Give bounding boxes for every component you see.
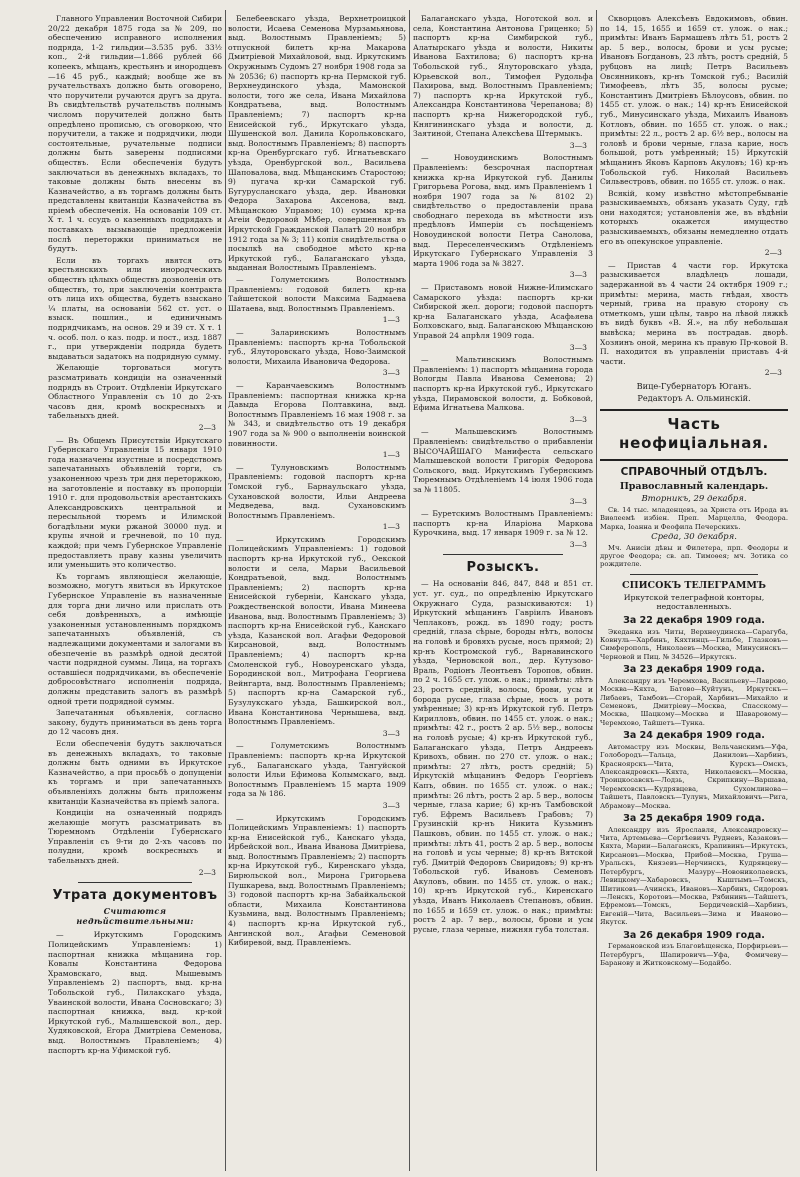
issue-counter: 3—3 — [382, 368, 400, 378]
calendar-day: Вторникъ, 29 декабря. — [641, 494, 747, 505]
divider — [443, 554, 563, 555]
issue-counter: 3—3 — [569, 140, 587, 150]
telegram-date: За 24 декабря 1909 года. — [623, 730, 765, 742]
issue-counter: 3—3 — [382, 728, 400, 738]
issue-counter: 3—3 — [569, 270, 587, 280]
paragraph: Кондиціи на означенный подрядъ желающіе могутъ разсматривать въ Тюремномъ Отдѣленіи Губернскаго Управленія съ 9-ти до 2-хъ часовъ по полудни, кромѣ воскресныхъ и табельныхъ дней. — [48, 808, 222, 866]
issue-counter: 1—3 — [382, 450, 400, 460]
paragraph: — Приставомъ новой Нижне-Илимскаго Самарского уѣзда: паспортъ кр-ки Сибирской жел. дороги; годовой паспортъ кр-на Балаганскаго уѣзда, Асафьяева Болховскаго, выд. Балаганскою Мѣщанскою Управой 24 апрѣля 1909 года. — [413, 283, 593, 340]
paragraph: — Голуметскимъ Волостнымъ Правленіемъ: годовой билетъ кр-на Тайшетской волости Максима Бадмаева Шатаева, выд. Волостнымъ Правленіемъ. — [228, 275, 406, 313]
paragraph: — Тулуновскимъ Волостнымъ Правленіемъ: годовой паспортъ кр-на Томской губ., Барнаульскаго уѣзда, Сухановской волости, Ильи Андреева Медведева, выд. Сухановскимъ Волостнымъ Правленіемъ. — [228, 462, 406, 520]
calendar-entry: Мч. Анисіи дѣвы и Филетера, прп. Феодоры и другое Феодора; св. ап. Тимоѳея; мч. Зотика со рождителе. — [600, 543, 788, 569]
column-rule — [596, 10, 597, 1171]
issue-counter: 3—3 — [569, 496, 587, 506]
paragraph: Если въ торгахъ явятся отъ крестьянскихъ или инородческихъ обществъ цѣлыхъ обществъ дозволенія отъ обществъ, то, при заключеніи контракта отъ лица ихъ общества, будетъ взыскано ¼ платы, на основаніи 562 ст. уст. о взыск. пошлин., и единичнымъ подрядчикамъ, на основ. 29 и 39 ст. Х т. 1 ч. особ. пол. о каз. подр. и пост., изд. 1887 г., при утвержденіи подряда будетъ выдаваться задатокъ на подрядную сумму. — [48, 255, 222, 361]
telegram-entries: Александру изъ Ярославля, Александровску—Чита, Артемьева—Сергѣевичъ Рудневъ, Казаковъ—Кяхта, Марии—Балаганскъ, Крапивинъ—Иркутскъ, Кирсановъ—Москва, Прибой—Москва, Груша—Уральскъ, Князевъ—Нерчинскъ, Кудрявцеву—Петербургъ, Мазуру—Новониколаевскъ, Левицкому—Хабаровскъ, Кыштымъ—Томскъ, Шитиковъ—Ачинскъ, Ивановъ—Харбинъ, Сидоровъ—Ленскъ, Коротовъ—Москва, Рябининъ—Тайшетъ, Ефремовъ—Томскъ, Бердичевскій—Харбинъ, Евгеній—Чита, Васильевъ—Зима и Иваново—Якутск. — [600, 825, 788, 927]
paragraph: Запечатанныя объявленія, согласно закону, будутъ приниматься въ день торга до 12 часовъ дня. — [48, 708, 222, 737]
paragraph: Белебеевскаго уѣзда, Верхнетроицкой волости, Исаева Семенова Мурзамьянова, выд. Волостнымъ Правленіемъ; 5) отпускной билетъ кр-на Макарова Дмитріевой Михайловой, выд. Иркутскимъ Окружнымъ Судомъ 27 ноября 1908 года за № 20536; 6) паспортъ кр-на Пермской губ. Верхнеудинского уѣзда, Мамонской волости, того же села, Ивана Михайлова Кондратьева, выд. Волостнымъ Правленіемъ; 7) паспортъ кр-на Енисейской губ., Иркутскаго уѣзда, Шушенской вол. Данила Корольковскаго, выд. Волостнымъ Правленіемъ; 8) паспортъ кр-на Оренбургскаго губ. Игнатьевскаго уѣзда, Оренбургской вол., Васильева Шаповалова, выд. Мѣщанскимъ Старостою; 9) пугача кр-ки Самарской губ. Бугурусланскаго уѣзда, дер. Ивановки Федора Захарова Аксенова, выд. Мѣщанскою Управою; 10) сумма кр-на Агеіи Федоровой Мѣбер, совершенная въ Иркутской Гражданской Палатѣ 20 ноября 1912 года за № 3; 11) копія свидѣтельства о посылкѣ на свободное мѣсто кр-на Иркутской губ., Балаганскаго уѣзда, выданная Волостнымъ Правленіемъ. — [228, 14, 406, 273]
unofficial-part-heading: Часть неофиціальная. — [618, 415, 770, 453]
issue-counter: 1—3 — [382, 315, 400, 325]
paragraph: Главного Управления Восточной Сибири 20/22 декабря 1875 года за № 209, по обеспечению исправного исполнения подряда, 1-2 гильдии—3.535 руб. 33½ коп., 2-й гильдии—1.866 рублей 66 копеекъ, мѣщанъ, крестьянъ и инородцевъ—16 45 руб., каждый; вообще же въ ручательствахъ должно быть оговорено, что поручители ручаются другъ за друга. Въ свидѣтельствѣ ручательствъ полнымъ числомъ поручителей должно быть опредѣлено прописью, съ оговоркою, что поручители, а также и подрядчики, люди состоятельные, ручательные подписи должны быть заверены подписями обществъ. Если обеспеченія будутъ заключаться въ денежныхъ вкладахъ, то таковые должны быть внесены въ Казначейство, а въ торгамъ должны быть представлены квитанціи Казначейства въ пріемѣ обеспеченія. На основаніи 109 ст. Х т. 1 ч. ссудъ о казенныхъ подрядахъ и поставкахъ вызывающіе предложенія послѣ переторжки приниматься не будутъ. — [48, 14, 222, 254]
divider — [630, 574, 758, 575]
column-rule — [409, 10, 410, 1171]
paragraph: — Иркутскимъ Городскимъ Полицейскимъ Управленіемъ: 1) паспортная книжка мѣщанина гор. Ковалы Константина Федорова Храмовскаго, выд. Мышевымъ Управленіемъ 2) паспортъ, выд. кр-на Тобольской губ., Пилакскаго уѣзда, Уваинской волости, Ивана Сосновскаго; 3) паспортная книжка, выд. кр-кой Иркутской губ., Малышевской вол., дер. Худяковской, Егора Дмитріева Семенова, выд. Волостнымъ Правленіемъ; 4) паспортъ кр-на Уфимской губ. — [48, 930, 222, 1055]
editor-signature: Редакторъ А. Ольминскій. — [637, 392, 751, 403]
telegram-list-title: СПИСОКЪ ТЕЛЕГРАММЪ — [622, 579, 766, 591]
section-heading: Розыскъ. — [466, 560, 540, 576]
paragraph: — Пристав 4 части гор. Иркутска разыскивается владѣлецъ лошади, задержанной въ 4 части 24 октября 1909 г.; примѣты: мерина, масть гнѣдая, хвостъ черный, грива на правую сторону съ отметкомъ, уши цѣлы, тавро на лѣвой ляжкѣ въ видѣ буквъ «В. Я.», на лбу небольшая вывѣска; мерина въ пострадав. дворѣ. Хозяинъ оной, мерина къ правую Пр-ковой В. П. находится въ управленіи приставъ 4-й части. — [600, 260, 788, 366]
reference-section-heading: СПРАВОЧНЫЙ ОТДѢЛЪ. — [620, 466, 768, 479]
paragraph: — Иркутскимъ Городскимъ Полицейскимъ Управленіемъ: 1) паспортъ кр-на Енисейской губ., Канскаго уѣзда, Ирбейской вол., Ивана Иванова Дмитріева, выд. Волостнымъ Правленіемъ; 2) паспортъ кр-на Иркутской губ., Киренскаго уѣзда, Бирюльской вол., Мирона Григорьева Пушкарева, выд. Волостнымъ Правленіемъ; 3) годовой паспортъ кр-на Забайкальской области, Михаила Константинова Кузьмина, выд. Волостнымъ Правленіемъ; 4) паспортъ кр-на Иркутской губ., Ангинской вол., Агафьи Семеновой Кибиревой, выд. Правленіемъ. — [228, 813, 406, 948]
column-2 — [228, 14, 406, 1169]
issue-counter: 2—3 — [764, 248, 782, 258]
paragraph: — Буретскимъ Волостнымъ Правленіемъ: паспортъ кр-на Иларіона Маркова Курочкина, выд. 17 января 1909 г. за № 12. — [413, 509, 593, 538]
paragraph: — Новоудинскимъ Волостнымъ Правленіемъ: безсрочная паспортная книжка кр-на Иркутской губ. Данилы Григорьева Рогова, выд. имъ Правленіемъ 1 ноября 1907 года за № 8102 2) свидѣтельство о предоставленіи права свободнаго перехода въ мѣстности изъ предѣловъ Имперіи съ посѣщеніемъ Новоудинской волости Петра Санолова, выд. Переселенческимъ Отдѣленіемъ Иркутскаго Губернскаго Управленія 3 марта 1906 года за № 3827. — [413, 153, 593, 268]
telegram-date: За 23 декабря 1909 года. — [623, 664, 765, 676]
paragraph: — Заларинскимъ Волостнымъ Правленіемъ: паспортъ кр-на Тобольской губ., Ялуторовскаго уѣзда, Ново-Заимской волости, Михаила Ивановича Федорова. — [228, 328, 406, 366]
paragraph: Балаганскаго уѣзда, Ноготской вол. и села, Константина Антонова Гриценко; 5) паспортъ кр-на Симбирской губ., Алатырскаго уѣзда и волости, Никиты Иванова Бахтилова; 6) паспортъ кр-на Тобольской губ., Ялуторовскаго уѣзда, Юрьевской вол., Тимофея Рудольфа Пахирова, выд. Волостнымъ Правленіемъ; 7) паспортъ кр-на Иркутской губ., Александра Константинова Черепанова; 8) паспортъ кр-на Нижегородской губ., Княгининскаго уѣзда и волости, д. Заятиной, Степана Алексѣева Штермыкъ. — [413, 14, 593, 139]
paragraph: — Голуметскимъ Волостнымъ Правленіемъ: паспортъ кр-на Иркутской губ., Балаганскаго уѣзда, Тангуйской волости Ильи Ефимова Колымскаго, выд. Волостнымъ Правленіемъ 15 марта 1909 года за № 186. — [228, 741, 406, 799]
section-heading: Утрата документовъ — [52, 888, 218, 904]
paragraph: — Мальтинскимъ Волостнымъ Правленіемъ: 1) паспортъ мѣщанина города Вологды Павла Иванова Семенова; 2) паспортъ кр-на Иркутской губ., Иркутскаго уѣзда, Пирамовской волости, д. Бобковой, Ефима Игнатьева Малкова. — [413, 355, 593, 413]
paragraph: — Въ Общемъ Присутствіи Иркутскаго Губернскаго Управленія 15 января 1910 года назначены изустные и посредствомъ запечатанныхъ объявленій торги, съ узаконенною чрезъ три дня переторжкою, на заготовленіе и поставку въ пропорціи 1910 г. для продовольствія арестантскихъ Александровскихъ центральной и пересыльной тюремъ и Илимской богадѣльни муки ржаной 30000 пуд. и крупы ячной и гречневой, по 10 пуд. каждой; при чемъ Губернское Управленіе предоставляетъ праву казны увеличить или уменьшить это количество. — [48, 435, 222, 570]
calendar-day: Среда, 30 декабря. — [651, 531, 737, 542]
telegram-date: За 26 декабря 1909 года. — [623, 929, 765, 941]
issue-counter: 1—3 — [382, 522, 400, 532]
vice-governor-signature: Вице-Губернаторъ Юганъ. — [636, 380, 752, 391]
telegram-entries: Автомастру изъ Москвы, Вельчанскимъ—Уфа, Голобородъ—Тальца, Даниловъ—Харбинъ, Красноярскъ—Чита, Курскъ—Омскъ, Александровскъ—Кяхта, Николаевскъ—Москва, Троицкосавскъ—Лодзь, Скрипкину—Варшава, Черемховскъ—Кудрявцева, Сухомлинова—Тайшетъ, Павловскъ—Тулунъ, Михайловичъ—Рига, Абрамову—Москва. — [600, 742, 788, 810]
divider — [600, 409, 788, 411]
paragraph: Если обеспеченія будутъ заключаться въ денежныхъ вкладахъ, то таковые должны быть одними въ Иркутское Казначейство, а при просьбѣ о допущеніи къ торгамъ и при запечатанныхъ объявленіяхъ должны быть приложены квитанціи Казначейства въ пріемѣ залога. — [48, 738, 222, 806]
paragraph: Къ торгамъ являющіеся желающіе, возможно, могутъ явиться въ Иркутское Губернское Управленіе въ назначенные для торга дни лично или прислать отъ себя довѣренныхъ, а имѣющіе узаконенныя установленнымъ порядкомъ запечатанныхъ объявленій, съ надлежащими документами и залогами въ обезпеченіе въ размѣрѣ одной десятой части подрядной суммы. Лица, на торгахъ оставшіеся подрядчиками, въ обеспеченіе добросовѣстнаго исполненія подряда, должны представить залогъ въ размѣрѣ одной трети подрядной суммы. — [48, 571, 222, 706]
paragraph: — Каранчаевскимъ Волостнымъ Правленіемъ: паспортная книжка кр-на Давыда Егорова Полтавкина, выд. Волостнымъ Правленіемъ 16 мая 1908 г. за № 343, и свидѣтельство отъ 19 декабря 1907 года за № 900 о выполненіи воинской повинности. — [228, 380, 406, 448]
divider — [78, 882, 192, 883]
paragraph: — Мальшевскимъ Волостнымъ Правленіемъ: свидѣтельство о прибавленіи ВЫСОЧАЙШАГО Манифеста сельскаго Малышевской волости Григорія Федорова Сольского, выд. Иркутскимъ Губернскимъ Тюремнымъ Отдѣленіемъ 14 іюля 1906 года за № 11805. — [413, 427, 593, 494]
column-4 — [600, 14, 788, 1169]
issue-counter: 2—3 — [764, 368, 782, 378]
telegram-entries: Экеданка изъ Читы, Верхнеудинска—Сарагуба, Ковнуль—Харбинъ, Кяхтинцъ—Гильбе, Глазковъ—Симферополь, Николаевъ—Москва, Минусинскъ—Черновой и Пиц. № 34526—Иркутскъ. — [600, 627, 788, 661]
issue-counter: 3—3 — [569, 342, 587, 352]
paragraph: Скворцовъ Алексѣевъ Евдокимовъ, обвин. по 14, 15, 1655 и 1659 ст. улож. о нак.; примѣты: Иванъ Бармашевъ лѣтъ 51, ростъ 2 ар. 5 вер., волосы, брови и усы русые; Ивановъ Богдановъ, 23 лѣтъ, ростъ средній, 5 рубцовъ на лицѣ; Петръ Васильевъ Овсянниковъ, кр-нъ Томской губ.; Василій Тимофеевъ, лѣтъ 35, волосы русые; Константинъ Дмитріевъ Бѣлоусовъ, обвин. по 1455 ст. улож. о нак.; 14) кр-нъ Енисейской губ., Минусинскаго уѣзда, Михаилъ Ивановъ Котловъ, обвин. по 1655 ст. улож. о нак.; примѣты: 22 л., ростъ 2 ар. 6½ вер., волосы на головѣ и брови черные, глаза карие, носъ большой, ротъ умѣренный; 15) Иркутскій мѣщанинъ Яковъ Карповъ Акуловъ; 16) кр-нъ Тобольской губ. Николай Васильевъ Сильвестровъ, обвин. по 1655 ст. улож. о нак. — [600, 14, 788, 187]
paragraph: Всякій, кому извѣстно мѣстопребываніе разыскиваемыхъ, обязанъ указать Суду, гдѣ они находятся; установленія же, въ вѣдѣніи которыхъ окажется имущество разыскиваемыхъ, обязаны немедленно отдать его въ опекунское управленіе. — [600, 188, 788, 246]
telegram-list-subtitle: Иркутской телеграфной конторы, недоставленныхъ. — [623, 592, 765, 612]
calendar-title: Православный календарь. — [619, 481, 769, 493]
issue-counter: 2—3 — [198, 867, 216, 877]
issue-counter: 3—3 — [569, 414, 587, 424]
column-3 — [413, 14, 593, 1169]
paragraph: — На основаніи 846, 847, 848 и 851 ст. уст. уг. суд., по опредѣленію Иркутскаго Окружнаго Суда, разыскиваются: 1) Иркутский мѣщанинъ Гавріилъ Ивановъ Чеплаковъ, рожд. въ 1890 году; ростъ средній, глаза сѣрые, бороды нѣтъ, волосы на головѣ и бровяхъ русые, носъ прямой; 2) кр-нъ Костромской губ., Варнавинского уѣзда, Черновской вол., дер. Кутузово-Враль, Родіонъ Леонтьевъ Торопов, обвин. по 2 ч. 1655 ст. улож. о нак.; примѣты: лѣтъ 23, ростъ средній, волосы, брови, усы и борода русые, глаза сѣрые, носъ и ротъ умѣренные; 3) кр-нъ Иркутской губ. Петръ Кирилловъ, обвин. по 1455 ст. улож. о нак.; примѣты: 42 г., ростъ 2 ар. 5½ вер., волосы на головѣ русые; 4) кр-нъ Иркутской губ., Балаганскаго уѣзда, Петръ Андреевъ Кривохъ, обвин. по 270 ст. улож. о нак.; примѣты: 27 лѣтъ, ростъ средній; 5) Иркутскій мѣщанинъ Федоръ Георгіевъ Капъ, обвин. по 1655 ст. улож. о нак.; примѣты: 26 лѣтъ, ростъ 2 ар. 5 вер., волосы черные, глаза карие; 6) кр-нъ Тамбовской губ. Ефремъ Васильевъ Грабовъ; 7) Грузинскій кр-нъ Никита Кузьминъ Пашковъ, обвин. по 1455 ст. улож. о нак.; примѣты: лѣтъ 41, ростъ 2 ар. 5 вер., волосы на головѣ и усы черные; 8) кр-нъ Вятской губ. Дмитрій Федоровъ Свиридовъ; 9) кр-нъ Тобольской губ. Ивановъ Семеновъ Акуловъ, обвин. по 1455 ст. улож. о нак.; 10) кр-нъ Иркутской губ., Киренскаго уѣзда, Иванъ Николаевъ Степановъ, обвин. по 1655 и 1659 ст. улож. о нак.; примѣты: ростъ 2 ар. 7 вер., волосы, брови и усы русые, глаза черные, нижняя губа толстая. — [413, 579, 593, 934]
issue-counter: 3—3 — [569, 539, 587, 549]
column-rule — [225, 10, 226, 1171]
section-subheading: Считаются недѣйствительными: — [76, 906, 194, 926]
calendar-entry: Св. 14 тыс. младенцевъ, за Христа отъ Ирода въ Виѳлеемѣ избіен. Преп. Марцеллa, Феодора. Марка, Іоанна и Феофила Печерскихъ. — [600, 505, 788, 531]
paragraph: — Иркутскимъ Городскимъ Полицейскимъ Управленіемъ: 1) годовой паспортъ кр-на Иркутской губ., Оекской волости и села, Марьи Васильевой Кондратьевой, выд. Волостнымъ Правленіемъ; 2) паспортъ кр-на Енисейской губерніи, Канскаго уѣзда, Рождественской волости, Ивана Минеева Иванова, выд. Волостнымъ Правленіемъ; 3) паспортъ кр-на Енисейской губ., Канскаго уѣзда, Казанской вол. Агафьи Федоровой Кирсановой, выд. Волостнымъ Правленіемъ; 4) паспортъ кр-на Смоленской губ., Новоуренскаго уѣзда, Бородинской вол., Митрофана Георгиева Вейнгарта, выд. Волостнымъ Правленіемъ; 5) паспортъ кр-на Самарской губ., Бузулукскаго уѣзда, Башкирской вол., Ивана Константинова Чернышева, выд. Волостнымъ Правленіемъ. — [228, 534, 406, 727]
telegram-date: За 22 декабря 1909 года. — [623, 614, 765, 626]
column-1 — [48, 14, 222, 1169]
paragraph: Желающіе торговаться могутъ разсматривать кондиціи на означенный подрядъ въ Строит. Отдѣленіи Иркутскаго Областного Управленія съ 10 до 2-хъ часовъ дня, кромѣ воскресныхъ и табельныхъ дней. — [48, 363, 222, 421]
issue-counter: 2—3 — [198, 422, 216, 432]
telegram-entries: Германовской изъ Благовѣщенска, Порфирьевъ—Петербургъ, Шапировичъ—Уфа, Фомичеву—Баранову и Житковскому—Бодайбо. — [600, 942, 788, 967]
telegram-entries: Александру изъ Черемхова, Васильеву—Лаврово, Москва—Кяхта, Батово—Куйтунъ, Иркутскъ—Либаевъ, Тамбовъ—Сгорай, Харбинъ—Михайло и Семеновъ, Дмитріеву—Москва, Спасскому—Москва, Шацкому—Москва и Шаваровому—Черемхово, Тайшетъ—Тунка. — [600, 676, 788, 727]
divider — [600, 459, 788, 461]
telegram-date: За 25 декабря 1909 года. — [623, 813, 765, 825]
issue-counter: 3—3 — [382, 800, 400, 810]
